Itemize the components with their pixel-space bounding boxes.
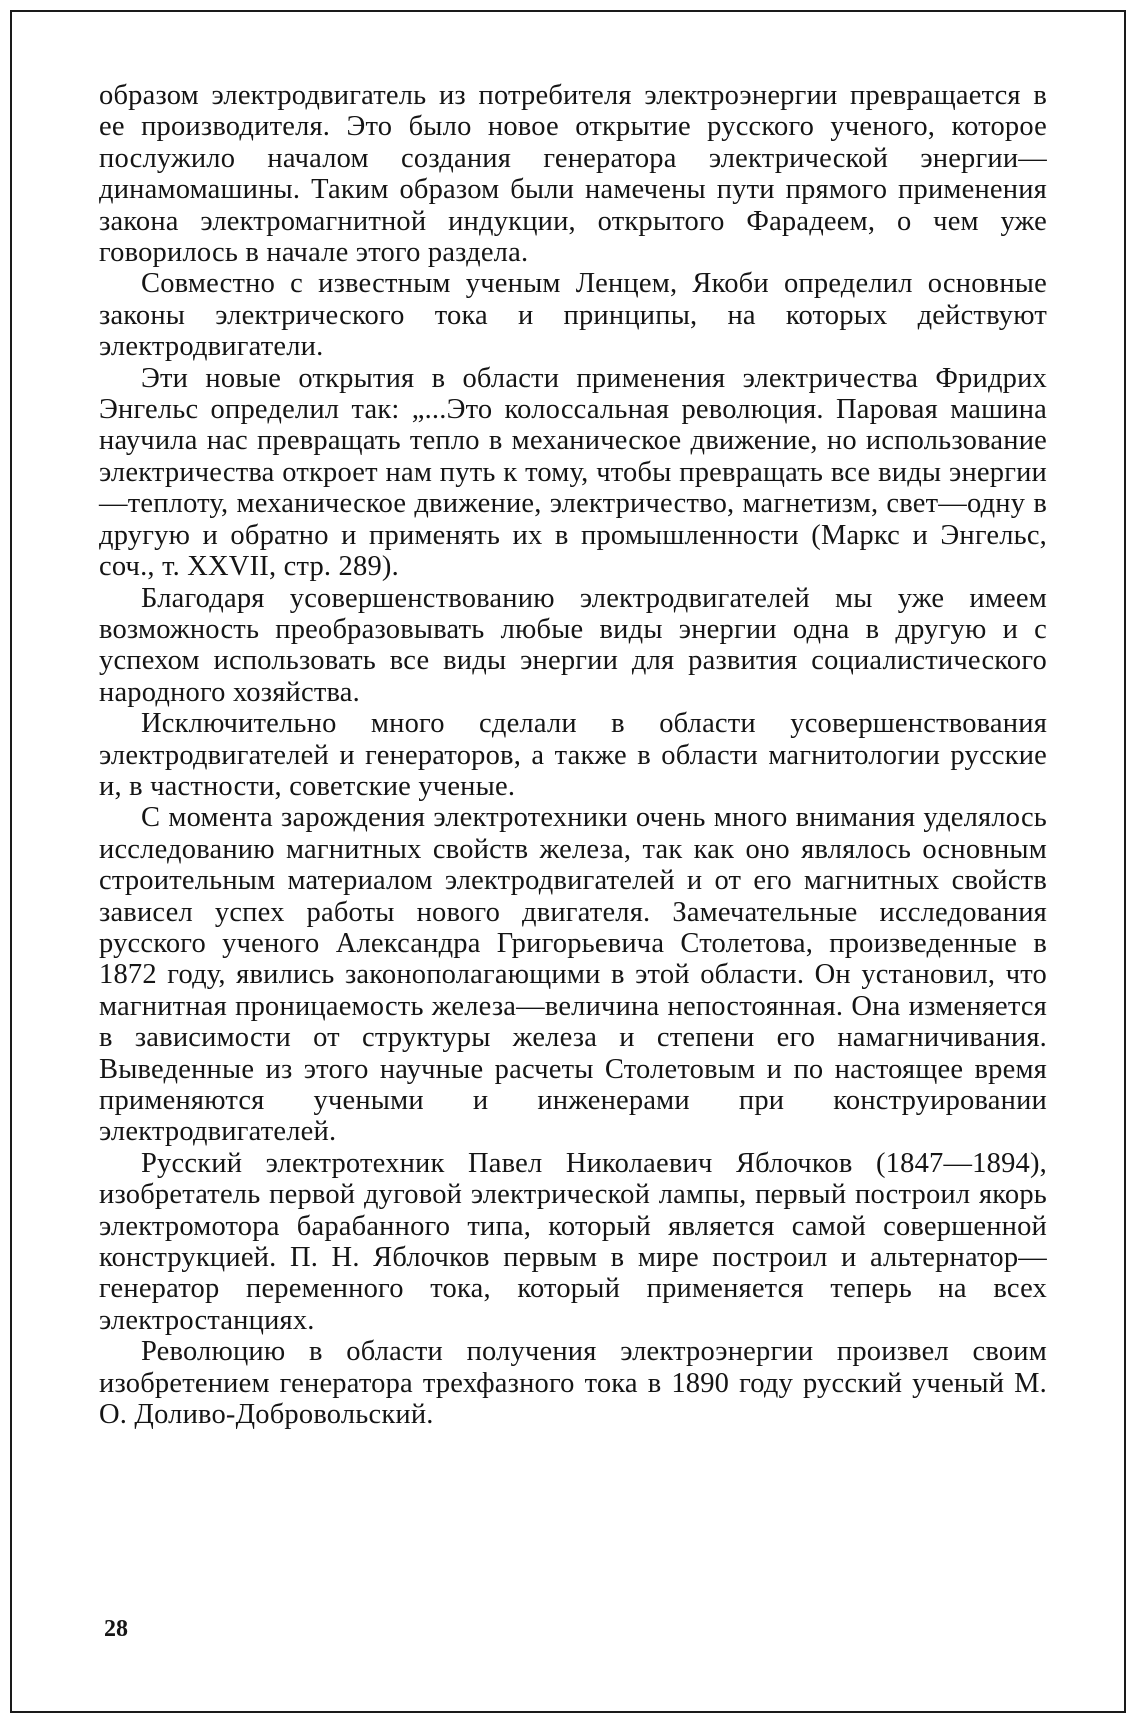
page-number: 28 [104, 1616, 128, 1642]
paragraph-2: Совместно с известным ученым Ленцем, Якоби определил основные законы электрического тока и принципы, на которых действуют электродвигатели. [99, 268, 1047, 363]
paragraph-7: Русский электротехник Павел Николаевич Яблочков (1847—1894), изобретатель первой дуговой электрической лампы, первый построил якорь электромотора барабанного типа, который является самой совершенной конструкцией. П. Н. Яблочков первым в мире построил и альтернатор—генератор переменного тока, который применяется теперь на всех электростанциях. [99, 1147, 1047, 1336]
paragraph-4: Благодаря усовершенствованию электродвигателей мы уже имеем возможность преобразовывать любые виды энергии одна в другую и с успехом использовать все виды энергии для развития социалистического народного хозяйства. [99, 582, 1047, 708]
paragraph-1: образом электродвигатель из потребителя электроэнергии превращается в ее производителя. Это было новое открытие русского ученого, которое послужило началом создания генератора электрической энергии—динамомашины. Таким образом были намечены пути прямого применения закона электромагнитной индукции, открытого Фарадеем, о чем уже говорилось в начале этого раздела. [99, 80, 1047, 269]
paragraph-5: Исключительно много сделали в области усовершенствования электродвигателей и генераторов, а также в области магнитологии русские и, в частности, советские ученые. [99, 708, 1047, 802]
paragraph-8: Революцию в области получения электроэнергии произвел своим изобретением генератора трехфазного тока в 1890 году русский ученый М. О. Доливо-Добровольский. [99, 1336, 1047, 1431]
paragraph-3: Эти новые открытия в области применения электричества Фридрих Энгельс определил так: „...Это колоссальная революция. Паровая машина научила нас превращать тепло в механическое движение, но использование электричества откроет нам путь к тому, чтобы превращать все виды энергии—теплоту, механическое движение, электричество, магнетизм, свет—одну в другую и обратно и применять их в промышленности (Маркс и Энгельс, соч., т. XXVII, стр. 289). [99, 362, 1047, 583]
body-text [99, 80, 1047, 1430]
paragraph-6: С момента зарождения электротехники очень много внимания уделялось исследованию магнитных свойств железа, так как оно являлось основным строительным материалом электродвигателей и от его магнитных свойств зависел успех работы нового двигателя. Замечательные исследования русского ученого Александра Григорьевича Столетова, произведенные в 1872 году, явились законополагающими в этой области. Он установил, что магнитная проницаемость железа—величина непостоянная. Она изменяется в зависимости от структуры железа и степени его намагничивания. Выведенные из этого научные расчеты Столетовым и по настоящее время применяются учеными и инженерами при конструировании электродвигателей. [99, 802, 1047, 1148]
